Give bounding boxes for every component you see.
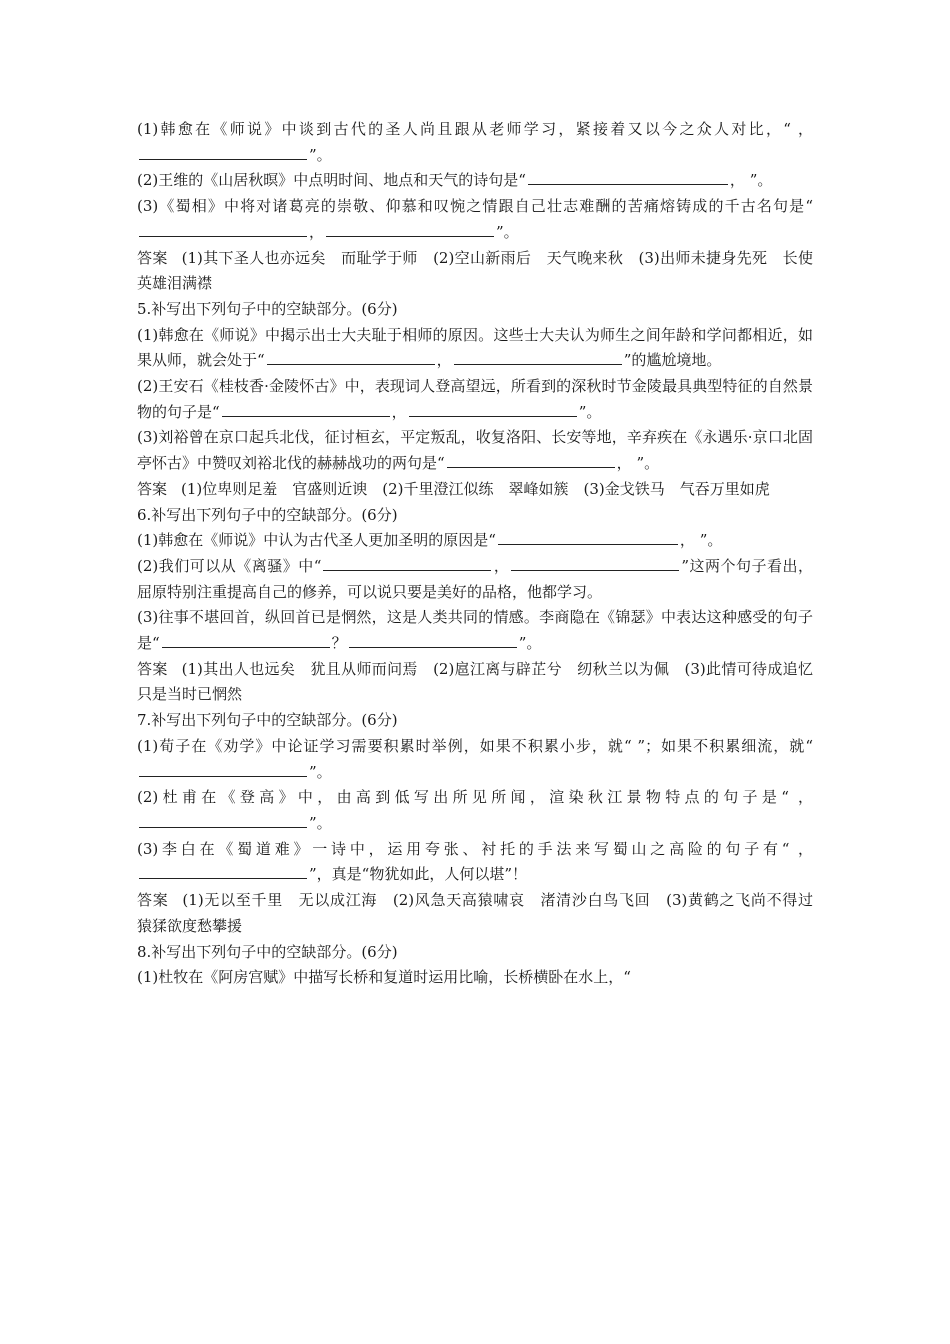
question-heading: 8.补写出下列句子中的空缺部分。(6分) <box>137 942 398 961</box>
fill-blank-item: (1)韩愈在《师说》中谈到古代的圣人尚且跟从老师学习，紧接着又以今之众人对比，“ ，”。 <box>137 120 813 164</box>
fill-blank-item: (2)我们可以从《离骚》中“ ， ”这两个句子看出，屈原特别注重提高自己的修养，可以说只要是美好的品格，他都学习。 <box>137 556 814 601</box>
fill-blank-item: (1)韩愈在《师说》中认为古代圣人更加圣明的原因是“ ， ”。 <box>137 531 723 550</box>
answer-label: 答案 <box>137 659 168 678</box>
answer-blank[interactable] <box>323 556 491 571</box>
answer-blank[interactable] <box>222 402 390 417</box>
answer-block <box>137 888 829 939</box>
fill-blank-item: (2)王维的《山居秋暝》中点明时间、地点和天气的诗句是“ ， ”。 <box>137 171 773 190</box>
answer-label: 答案 <box>137 479 168 498</box>
answer-block <box>137 657 829 708</box>
answer-blank[interactable] <box>162 633 330 648</box>
question-heading: 6.补写出下列句子中的空缺部分。(6分) <box>137 505 398 524</box>
question-heading: 7.补写出下列句子中的空缺部分。(6分) <box>137 711 398 730</box>
fill-blank-item: (1)杜牧在《阿房宫赋》中描写长桥和复道时运用比喻，长桥横卧在水上，“ <box>137 968 631 987</box>
answer-text: (1)无以至千里 无以成江海 (2)风急天高猿啸哀 渚清沙白鸟飞回 (3)黄鹤之飞尚不得过 猿猱欲度愁攀援 <box>137 891 829 935</box>
fill-blank-item: (3)《蜀相》中将对诸葛亮的崇敬、仰慕和叹惋之情跟自己壮志难酬的苦痛熔铸成的千古名句是“， ”。 <box>137 197 813 241</box>
answer-blank[interactable] <box>511 556 679 571</box>
answer-text: (1)位卑则足羞 官盛则近谀 (2)千里澄江似练 翠峰如簇 (3)金戈铁马 气吞万里如虎 <box>181 479 770 498</box>
fill-blank-item: (3)刘裕曾在京口起兵北伐，征讨桓玄，平定叛乱，收复洛阳、长安等地，辛弃疾在《永遇乐·京口北固亭怀古》中赞叹刘裕北伐的赫赫战功的两句是“ ， ”。 <box>137 428 813 473</box>
answer-label: 答案 <box>137 891 169 910</box>
answer-blank[interactable] <box>326 222 494 237</box>
fill-blank-item: (2)王安石《桂枝香·金陵怀古》中，表现词人登高望远，所看到的深秋时节金陵最具典型特征的自然景物的句子是“ ， ”。 <box>137 377 813 421</box>
answer-blank[interactable] <box>349 633 517 648</box>
fill-blank-item: (2)杜甫在《登高》中，由高到低写出所见所闻，渲染秋江景物特点的句子是“ ，”。 <box>137 788 813 832</box>
answer-blank[interactable] <box>139 145 307 160</box>
answer-block <box>137 477 813 503</box>
answer-blank[interactable] <box>454 350 622 365</box>
answer-text: (1)其下圣人也亦远矣 而耻学于师 (2)空山新雨后 天气晚来秋 (3)出师未捷身先死 长使英雄泪满襟 <box>137 248 813 293</box>
question-heading: 5.补写出下列句子中的空缺部分。(6分) <box>137 299 398 318</box>
fill-blank-item: (1)韩愈在《师说》中揭示出士大夫耻于相师的原因。这些士大夫认为师生之间年龄和学问都相近，如果从师，就会处于“ ， ”的尴尬境地。 <box>137 325 813 370</box>
answer-blank[interactable] <box>498 530 678 545</box>
answer-blank[interactable] <box>139 813 307 828</box>
answer-blank[interactable] <box>447 453 615 468</box>
answer-blank[interactable] <box>139 222 307 237</box>
answer-blank[interactable] <box>409 402 577 417</box>
answer-label: 答案 <box>137 248 168 267</box>
answer-blank[interactable] <box>139 864 307 879</box>
answer-text: (1)其出人也远矣 犹且从师而问焉 (2)扈江离与辟芷兮 纫秋兰以为佩 (3)此情可待成追忆 只是当时已惘然 <box>137 659 829 704</box>
fill-blank-item: (1)荀子在《劝学》中论证学习需要积累时举例，如果不积累小步，就“ ”；如果不积累细流，就“”。 <box>137 736 813 781</box>
answer-block <box>137 246 813 297</box>
fill-blank-item: (3)李白在《蜀道难》一诗中，运用夸张、衬托的手法来写蜀山之高险的句子有“ ，”，真是“物犹如此，人何以堪”！ <box>137 839 813 884</box>
document-page <box>137 117 829 991</box>
fill-blank-item: (3)往事不堪回首，纵回首已是惘然，这是人类共同的情感。李商隐在《锦瑟》中表达这种感受的句子是“ ？ ”。 <box>137 608 813 653</box>
answer-blank[interactable] <box>528 170 728 185</box>
answer-blank[interactable] <box>267 350 435 365</box>
answer-blank[interactable] <box>139 762 307 777</box>
